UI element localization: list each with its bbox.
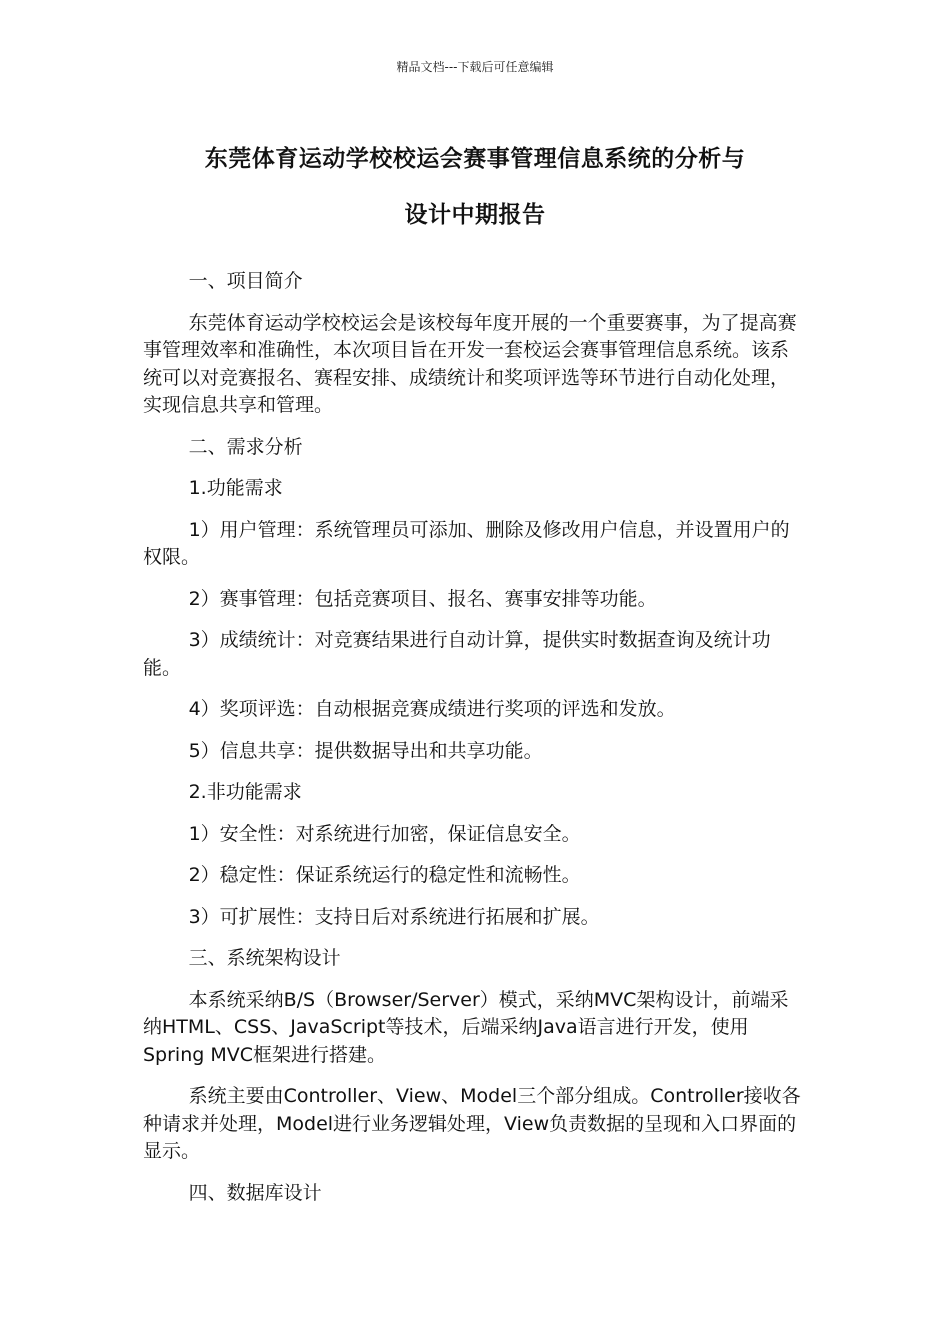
document-title-line-1: 东莞体育运动学校校运会赛事管理信息系统的分析与 — [204, 146, 746, 172]
paragraph-architecture-1: 本系统采纳B/S（Browser/Server）模式，采纳MVC架构设计，前端采纳HTML、CSS、JavaScript等技术，后端采纳Java语言进行开发，使用Spring MVC框架进行搭建。 — [143, 988, 789, 1066]
list-item-score-statistics: 3）成绩统计：对竞赛结果进行自动计算，提供实时数据查询及统计功能。 — [143, 629, 771, 679]
section-heading-database: 四、数据库设计 — [188, 1181, 322, 1204]
list-item-stability: 2）稳定性：保证系统运行的稳定性和流畅性。 — [188, 864, 581, 886]
document-title-line-2: 设计中期报告 — [404, 202, 546, 228]
paragraph-intro: 东莞体育运动学校校运会是该校每年度开展的一个重要赛事，为了提高赛事管理效率和准确性，本次项目旨在开发一套校运会赛事管理信息系统。该系统可以对竞赛报名、赛程安排、成绩统计和奖项评选等环节进行自动化处理，实现信息共享和管理。 — [143, 311, 797, 416]
list-item-award-selection: 4）奖项评选：自动根据竞赛成绩进行奖项的评选和发放。 — [188, 698, 676, 720]
list-item-user-management: 1）用户管理：系统管理员可添加、删除及修改用户信息，并设置用户的权限。 — [143, 518, 790, 568]
document-body — [143, 268, 807, 1221]
list-item-scalability: 3）可扩展性：支持日后对系统进行拓展和扩展。 — [188, 905, 600, 928]
subheading-non-functional: 2.非功能需求 — [188, 781, 302, 803]
section-heading-requirements: 二、需求分析 — [188, 435, 303, 458]
page-header-note: 精品文档---下载后可任意编辑 — [396, 60, 554, 74]
list-item-info-sharing: 5）信息共享：提供数据导出和共享功能。 — [188, 739, 543, 762]
subheading-functional: 1.功能需求 — [188, 477, 283, 499]
section-heading-architecture: 三、系统架构设计 — [188, 947, 341, 969]
list-item-event-management: 2）赛事管理：包括竞赛项目、报名、赛事安排等功能。 — [188, 587, 657, 610]
section-heading-intro: 一、项目简介 — [188, 270, 303, 292]
list-item-security: 1）安全性：对系统进行加密，保证信息安全。 — [188, 822, 581, 845]
paragraph-architecture-2: 系统主要由Controller、View、Model三个部分组成。Controller接收各种请求并处理，Model进行业务逻辑处理，View负责数据的呈现和入口界面的显示。 — [143, 1085, 801, 1162]
